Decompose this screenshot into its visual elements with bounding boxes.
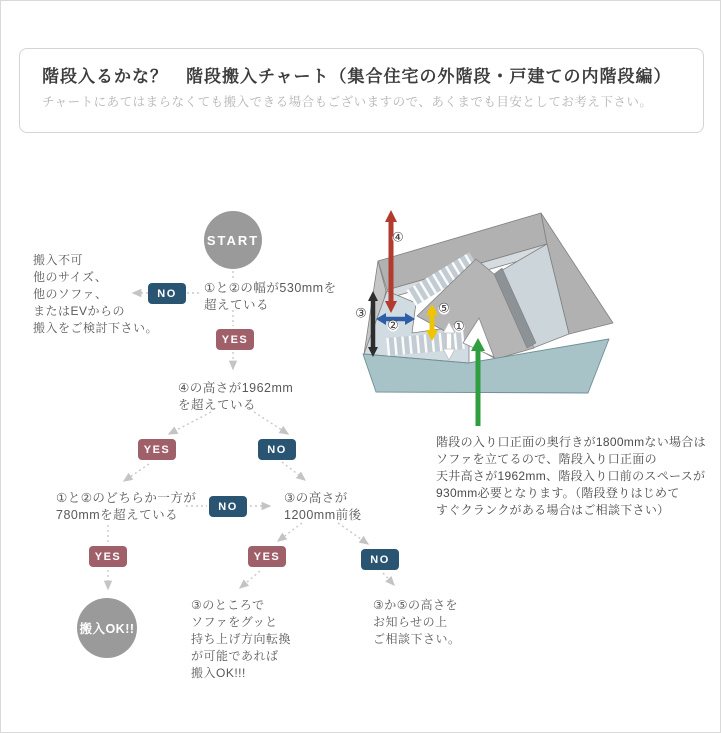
badge-no-780: NO (209, 496, 247, 517)
start-label: START (206, 232, 260, 248)
result-no-entry (33, 252, 158, 337)
result-line: ソファをグッと (191, 615, 278, 629)
result-line: 持ち上げ方向転換 (191, 632, 292, 646)
result-line: ③のところで (191, 598, 265, 612)
question-height-1200 (284, 490, 362, 524)
question-either-780 (56, 490, 196, 524)
badge-yes-1962: YES (138, 439, 176, 460)
result-ok-node (77, 598, 137, 658)
result-line: 搬入不可 (33, 253, 84, 267)
badge-yes-1200: YES (248, 546, 286, 567)
badge-no-1962: NO (258, 439, 296, 460)
question-width-530 (204, 280, 337, 314)
page-title: 階段入るかな？ 階段搬入チャート（集合住宅の外階段・戸建ての内階段編） (42, 67, 672, 86)
result-line: またはEVからの (33, 304, 126, 318)
result-line: ご相談下さい。 (373, 632, 461, 646)
question-line: ①と②のどちらか一方が (56, 491, 197, 505)
result-line: ③か⑤の高さを (373, 598, 459, 612)
note-line: 930mm必要となります。（階段登りはじめて (436, 486, 680, 500)
marker-2-icon: ② (387, 318, 399, 334)
result-lift-note (191, 597, 291, 682)
result-line: 搬入をご検討下さい。 (33, 321, 159, 335)
question-height-1962 (178, 380, 293, 414)
ok-label: 搬入OK!! (79, 622, 135, 636)
result-line: 搬入OK!!! (191, 666, 246, 680)
result-line: 他のサイズ、 (33, 270, 108, 284)
result-line: お知らせの上 (373, 615, 448, 629)
question-line: 1200mm前後 (284, 508, 362, 522)
lower-stairs (387, 340, 464, 347)
marker-5-icon: ⑤ (438, 301, 450, 317)
badge-no-1200: NO (361, 549, 399, 570)
note-line: ソファを立てるので、階段入り口正面の (436, 452, 657, 466)
badge-yes-width: YES (216, 329, 254, 350)
start-node (204, 211, 262, 269)
question-line: 超えている (204, 298, 270, 312)
question-line: 780mmを超えている (56, 508, 179, 522)
question-line: ④の高さが1962mm (178, 381, 294, 395)
marker-3-icon: ③ (355, 306, 367, 322)
result-line: が可能であれば (191, 649, 279, 663)
note-line: 階段の入り口正面の奥行きが1800mmない場合は (436, 435, 706, 449)
question-line: ①と②の幅が530mmを (204, 281, 337, 295)
result-line: 他のソファ、 (33, 287, 108, 301)
marker-1-icon: ① (453, 319, 465, 335)
result-consult-note (373, 597, 461, 648)
entry-note (436, 434, 706, 519)
marker-4-icon: ④ (392, 230, 404, 246)
badge-no-width: NO (148, 283, 186, 304)
page-subtitle: チャートにあてはまらなくても搬入できる場合もございますので、あくまでも目安としてお考え下さい。 (42, 95, 653, 109)
question-line: を超えている (178, 398, 257, 412)
note-line: 天井高さが1962mm、階段入り口前のスペースが (436, 469, 706, 483)
note-line: すぐクランクがある場合はご相談下さい） (436, 503, 670, 517)
badge-yes-780: YES (89, 546, 127, 567)
question-line: ③の高さが (284, 491, 348, 505)
staircase-illustration (353, 191, 623, 436)
flowchart (1, 1, 721, 733)
